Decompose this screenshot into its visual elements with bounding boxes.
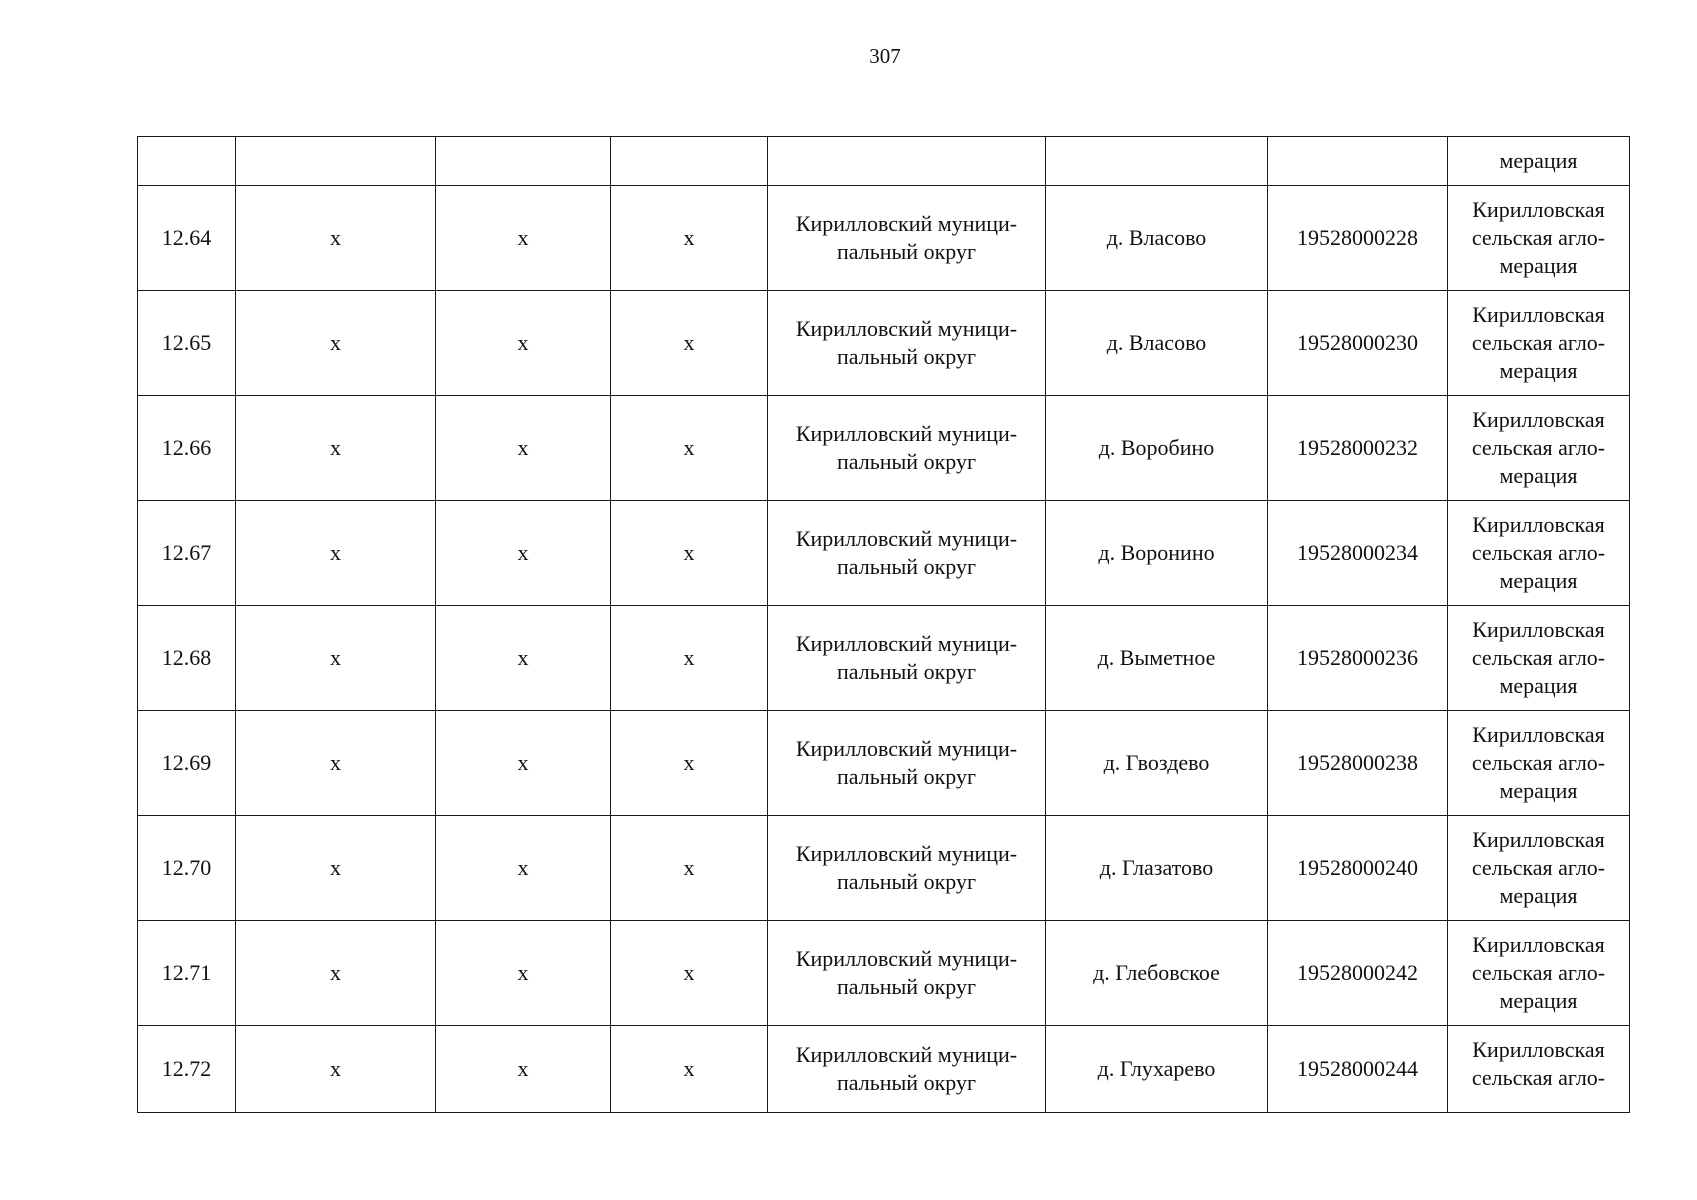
agglomeration-line: Кирилловская <box>1472 932 1605 957</box>
agglomeration-line: Кирилловская <box>1472 197 1605 222</box>
district-line: пальный округ <box>837 344 976 369</box>
agglomeration-continuation-cell: мерация <box>1448 137 1630 186</box>
table-row <box>138 921 1630 1026</box>
code-cell: 19528000242 <box>1268 921 1448 1026</box>
district-line: пальный округ <box>837 764 976 789</box>
district-cell <box>768 816 1046 921</box>
district-cell <box>768 921 1046 1026</box>
district-line: пальный округ <box>837 869 976 894</box>
district-line: Кирилловский муници- <box>795 946 1018 971</box>
settlement-cell: д. Гвоздево <box>1046 711 1268 816</box>
cell-x: x <box>236 1026 436 1113</box>
district-cell <box>768 1026 1046 1113</box>
agglomeration-line: Кирилловская <box>1472 617 1605 642</box>
code-cell: 19528000232 <box>1268 396 1448 501</box>
settlement-cell: д. Глебовское <box>1046 921 1268 1026</box>
agglomeration-cell <box>1448 816 1630 921</box>
table-cell <box>436 137 611 186</box>
district-line: Кирилловский муници- <box>795 736 1018 761</box>
row-number: 12.68 <box>138 606 236 711</box>
district-cell <box>768 396 1046 501</box>
row-number: 12.64 <box>138 186 236 291</box>
row-number: 12.67 <box>138 501 236 606</box>
district-line: пальный округ <box>837 1070 976 1095</box>
table-row <box>138 396 1630 501</box>
code-cell: 19528000244 <box>1268 1026 1448 1113</box>
cell-x: x <box>436 186 611 291</box>
agglomeration-cell <box>1448 186 1630 291</box>
cell-x: x <box>436 816 611 921</box>
district-line: пальный округ <box>837 554 976 579</box>
table-row <box>138 711 1630 816</box>
district-line: пальный округ <box>837 659 976 684</box>
agglomeration-line: Кирилловская <box>1472 302 1605 327</box>
agglomeration-cell <box>1448 501 1630 606</box>
cell-x: x <box>611 921 768 1026</box>
district-cell <box>768 606 1046 711</box>
agglomeration-cell <box>1448 711 1630 816</box>
cell-x: x <box>236 396 436 501</box>
district-line: пальный округ <box>837 974 976 999</box>
code-cell: 19528000238 <box>1268 711 1448 816</box>
cell-x: x <box>236 921 436 1026</box>
cell-x: x <box>611 816 768 921</box>
cell-x: x <box>611 1026 768 1113</box>
page-number: 307 <box>869 44 901 68</box>
agglomeration-line: мерация <box>1499 463 1578 488</box>
agglomeration-cell <box>1448 1026 1630 1113</box>
settlement-cell: д. Глазатово <box>1046 816 1268 921</box>
code-cell: 19528000228 <box>1268 186 1448 291</box>
district-cell <box>768 291 1046 396</box>
agglomeration-cell <box>1448 921 1630 1026</box>
agglomeration-line: сельская агло- <box>1471 960 1606 985</box>
table-cell <box>236 137 436 186</box>
agglomeration-line: Кирилловская <box>1472 407 1605 432</box>
table-cell <box>1046 137 1268 186</box>
district-cell <box>768 501 1046 606</box>
agglomeration-cell <box>1448 396 1630 501</box>
agglomeration-line: сельская агло- <box>1471 435 1606 460</box>
district-line: Кирилловский муници- <box>795 421 1018 446</box>
cell-x: x <box>236 186 436 291</box>
agglomeration-line: сельская агло- <box>1471 645 1606 670</box>
cell-x: x <box>611 396 768 501</box>
settlement-cell: д. Власово <box>1046 291 1268 396</box>
cell-x: x <box>436 1026 611 1113</box>
settlement-cell: д. Глухарево <box>1046 1026 1268 1113</box>
agglomeration-line: мерация <box>1499 253 1578 278</box>
district-cell <box>768 711 1046 816</box>
agglomeration-line: Кирилловская <box>1472 1037 1605 1062</box>
cell-x: x <box>611 186 768 291</box>
agglomeration-line: мерация <box>1499 778 1578 803</box>
agglomeration-line: сельская агло- <box>1471 855 1606 880</box>
district-cell <box>768 186 1046 291</box>
cell-x: x <box>436 711 611 816</box>
district-line: Кирилловский муници- <box>795 316 1018 341</box>
agglomeration-cell <box>1448 606 1630 711</box>
agglomeration-line: сельская агло- <box>1471 1065 1606 1090</box>
agglomeration-cell <box>1448 291 1630 396</box>
code-cell: 19528000236 <box>1268 606 1448 711</box>
cell-x: x <box>236 501 436 606</box>
code-cell: 19528000240 <box>1268 816 1448 921</box>
district-line: пальный округ <box>837 239 976 264</box>
table-row <box>138 1026 1630 1113</box>
settlement-cell: д. Воробино <box>1046 396 1268 501</box>
cell-x: x <box>611 606 768 711</box>
settlement-cell: д. Власово <box>1046 186 1268 291</box>
agglomeration-line: сельская агло- <box>1471 330 1606 355</box>
district-line: пальный округ <box>837 449 976 474</box>
continuation-row <box>138 137 1630 186</box>
table-row <box>138 606 1630 711</box>
agglomeration-line: мерация <box>1499 883 1578 908</box>
row-number: 12.72 <box>138 1026 236 1113</box>
row-number: 12.66 <box>138 396 236 501</box>
agglomeration-line: сельская агло- <box>1471 540 1606 565</box>
district-line: Кирилловский муници- <box>795 1042 1018 1067</box>
agglomeration-line: мерация <box>1499 673 1578 698</box>
settlements-table <box>137 136 1630 1113</box>
agglomeration-line: мерация <box>1499 358 1578 383</box>
settlement-cell: д. Воронино <box>1046 501 1268 606</box>
table-row <box>138 291 1630 396</box>
cell-x: x <box>436 501 611 606</box>
district-line: Кирилловский муници- <box>795 631 1018 656</box>
cell-x: x <box>436 921 611 1026</box>
cell-x: x <box>611 501 768 606</box>
row-number: 12.70 <box>138 816 236 921</box>
cell-x: x <box>236 291 436 396</box>
agglomeration-line: сельская агло- <box>1471 750 1606 775</box>
table-row <box>138 816 1630 921</box>
row-number: 12.65 <box>138 291 236 396</box>
agglomeration-line: сельская агло- <box>1471 225 1606 250</box>
cell-x: x <box>436 291 611 396</box>
table-cell <box>611 137 768 186</box>
agglomeration-line: Кирилловская <box>1472 512 1605 537</box>
cell-x: x <box>236 711 436 816</box>
cell-x: x <box>236 816 436 921</box>
code-cell: 19528000230 <box>1268 291 1448 396</box>
district-line: Кирилловский муници- <box>795 526 1018 551</box>
cell-x: x <box>611 291 768 396</box>
row-number: 12.71 <box>138 921 236 1026</box>
table-cell <box>1268 137 1448 186</box>
cell-x: x <box>436 396 611 501</box>
cell-x: x <box>236 606 436 711</box>
table-row <box>138 501 1630 606</box>
table-cell <box>768 137 1046 186</box>
settlement-cell: д. Выметное <box>1046 606 1268 711</box>
table-row <box>138 186 1630 291</box>
agglomeration-line: Кирилловская <box>1472 722 1605 747</box>
cell-x: x <box>436 606 611 711</box>
table-cell <box>138 137 236 186</box>
code-cell: 19528000234 <box>1268 501 1448 606</box>
agglomeration-line: мерация <box>1499 988 1578 1013</box>
district-line: Кирилловский муници- <box>795 841 1018 866</box>
row-number: 12.69 <box>138 711 236 816</box>
cell-x: x <box>611 711 768 816</box>
agglomeration-line: Кирилловская <box>1472 827 1605 852</box>
agglomeration-line: мерация <box>1499 568 1578 593</box>
district-line: Кирилловский муници- <box>795 211 1018 236</box>
